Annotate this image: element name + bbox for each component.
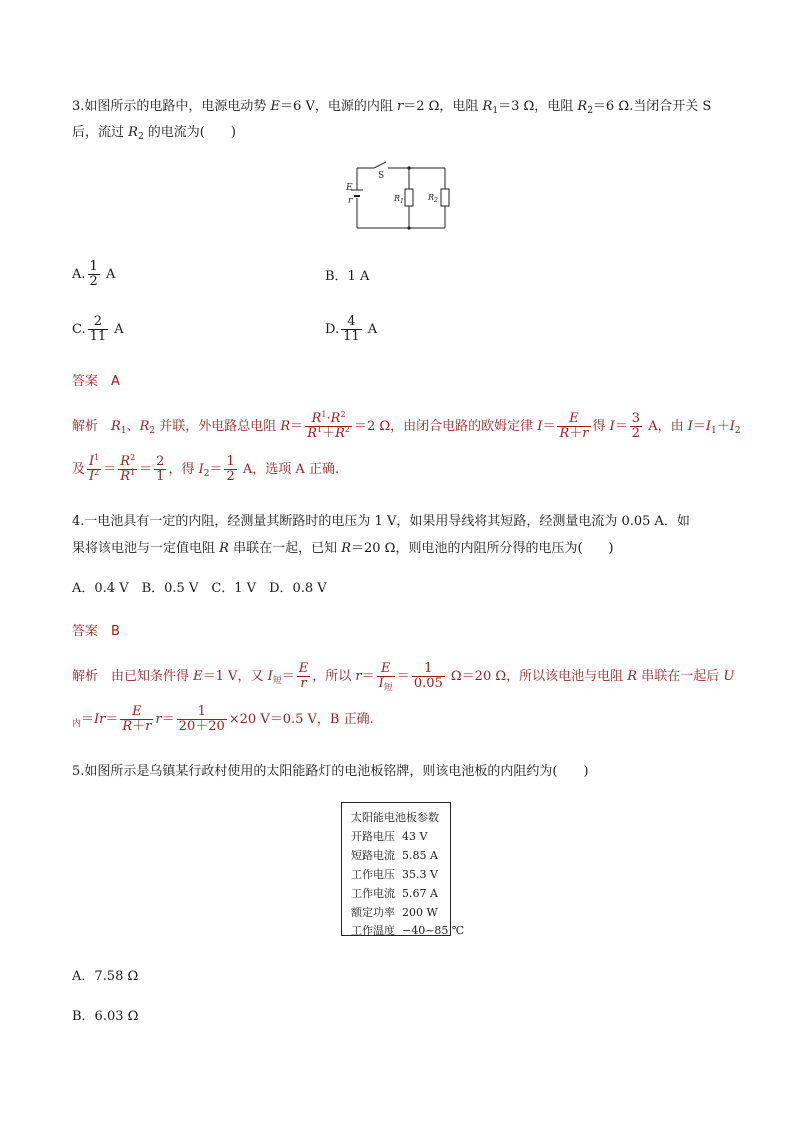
r1-label: $R_1$ xyxy=(394,194,404,205)
q3-circuit-diagram xyxy=(340,160,460,235)
q3-option-a: A. $\frac{1}{2}$ A xyxy=(72,259,116,289)
q3-option-b: B．1 A xyxy=(325,269,370,284)
q5-option-b: B．6.03 Ω xyxy=(72,1009,139,1024)
q3-analysis-line2: 及 $\frac{I^1}{I^2}$ ＝ $\frac{R^2}{R^1}$ ＝ $\frac{2}{1}$ ，得 $I_2=$ $\frac{1}{2}$ A，选项 A 正确. xyxy=(72,453,340,484)
nameplate-row: 工作温度 −40~85 ℃ xyxy=(351,924,465,937)
q3-stem-line1: 3.如图所示的电路中，电源电动势 E＝6 V，电源的内阻 r＝2 Ω，电阻 $R_1=3$ Ω，电阻 $R_2=6$ Ω.当闭合开关 S xyxy=(72,99,712,116)
solar-panel-nameplate xyxy=(341,802,465,937)
nameplate-row: 工作电压 35.3 V xyxy=(351,868,438,881)
q4-stem-line2: 果将该电池与一定值电阻 R 串联在一起，已知 R＝20 Ω，则电池的内阻所分得的电压为( ) xyxy=(72,541,614,556)
switch-label: S xyxy=(378,171,385,181)
q4-options: A．0.4 V B．0.5 V C．1 V D．0.8 V xyxy=(72,581,327,596)
q4-analysis-line2: $_内$＝Ir＝ $\frac{E}{R+r}$ r＝ $\frac{1}{20+20}$ ×20 V＝0.5 V，B 正确. xyxy=(72,704,374,734)
q4-stem-line1: 4.一电池具有一定的内阻，经测量其断路时的电压为 1 V，如果用导线将其短路，经测量电流为 0.05 A．如 xyxy=(72,514,690,529)
q4-answer: 答案 B xyxy=(72,624,120,639)
emf-label: E xyxy=(346,183,353,193)
q3-option-c: C. $\frac{2}{11}$ A xyxy=(72,314,124,344)
q3-option-d: D. $\frac{4}{11}$ A xyxy=(325,314,378,344)
q5-stem: 5.如图所示是乌镇某行政村使用的太阳能路灯的电池板铭牌，则该电池板的内阻约为( ) xyxy=(72,764,589,779)
nameplate-title: 太阳能电池板参数 xyxy=(351,811,439,824)
q3-stem-line2: 后，流过 $R_2$ 的电流为( ) xyxy=(72,125,236,142)
q3-analysis-line1: 解析 $R_1$、$R_2$ 并联，外电路总电阻 R＝ $\frac{R^1\cdot R^2}{R^1+R^2}$ ＝2 Ω，由闭合电路的欧姆定律 I＝ $\frac{E}{R+r}$ 得 I＝ $\frac{3}{2}$ A，由 $I=I_1+I_2$ xyxy=(72,410,741,441)
nameplate-row: 工作电流 5.67 A xyxy=(351,887,438,900)
q3-answer: 答案 A xyxy=(72,374,120,389)
q4-analysis-line1: 解析 由已知条件得 E＝1 V，又 $I_短=$ $\frac{E}{r}$ ，所以 r＝ $\frac{E}{I_短}$ ＝ $\frac{1}{0.05}$ Ω＝20 Ω，所以该电池与电阻 R 串联在一起后 U xyxy=(72,661,735,693)
nameplate-row: 开路电压 43 V xyxy=(351,830,428,843)
internal-r-label: r xyxy=(348,196,353,206)
r2-label: $R_2$ xyxy=(428,193,438,204)
q5-option-a: A．7.58 Ω xyxy=(72,969,139,984)
nameplate-row: 短路电流 5.85 A xyxy=(351,849,438,862)
nameplate-row: 额定功率 200 W xyxy=(351,906,438,919)
analysis-label: 解析 xyxy=(72,419,99,434)
